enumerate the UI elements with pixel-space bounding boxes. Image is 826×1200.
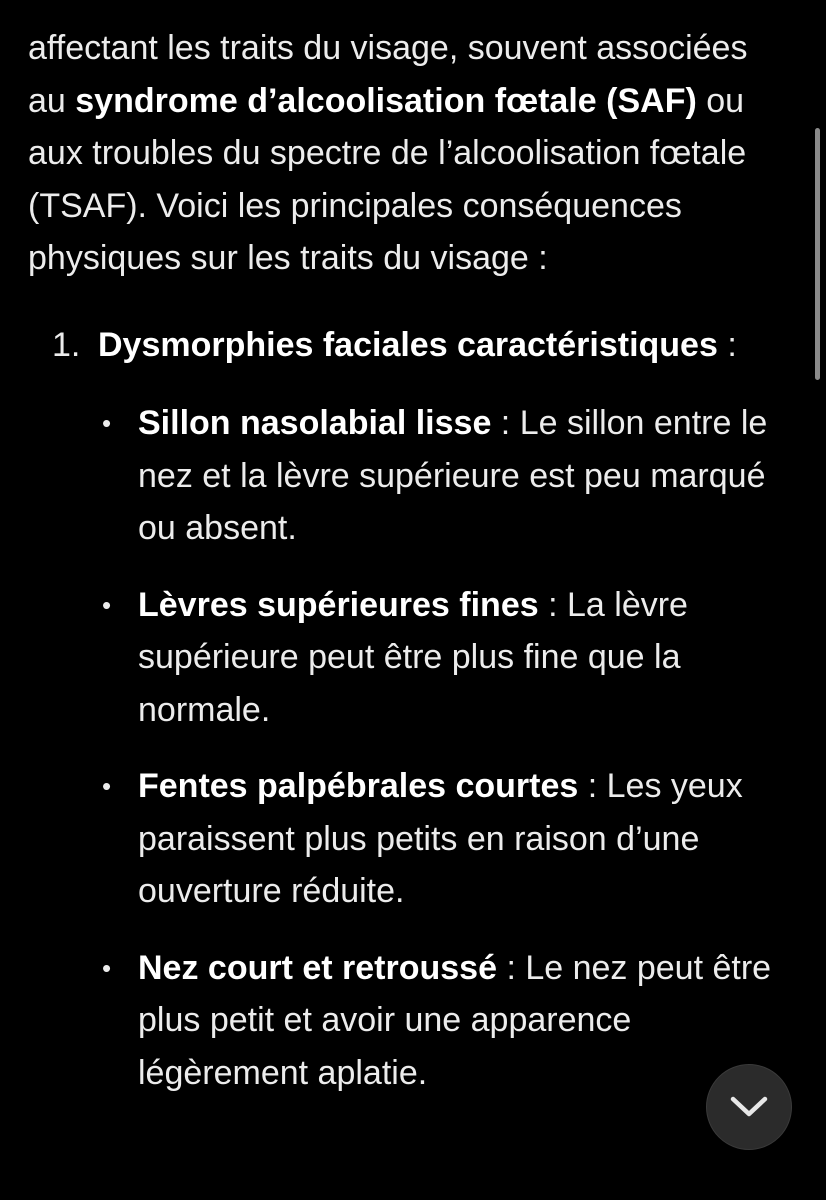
section-title-suffix: : bbox=[717, 325, 737, 364]
item-description: : Les yeux paraissent plus petits en raison d’une ouverture réduite. bbox=[138, 767, 743, 910]
bullet-list bbox=[98, 397, 798, 1099]
intro-text-part1: affectant les traits du visage, souvent associées au bbox=[28, 29, 748, 120]
intro-text-part2: ou aux troubles du spectre de l’alcoolisation fœtale (TSAF). Voici les principales conséquences physiques sur les traits du visage : bbox=[28, 81, 747, 277]
section-title: Dysmorphies faciales caractéristiques bbox=[98, 325, 718, 364]
item-term: Lèvres supérieures fines bbox=[138, 585, 539, 624]
bullet-marker: • bbox=[102, 952, 112, 983]
intro-bold-term: syndrome d’alcoolisation fœtale (SAF) bbox=[75, 81, 697, 120]
list-number: 1. bbox=[52, 325, 81, 364]
list-item-dysmorphies bbox=[28, 319, 798, 1100]
numbered-list bbox=[28, 319, 798, 1100]
item-term: Nez court et retroussé bbox=[138, 948, 497, 987]
list-item bbox=[98, 397, 800, 555]
item-term: Sillon nasolabial lisse bbox=[138, 404, 492, 442]
item-description: : Le sillon entre le nez et la lèvre supérieure est peu marqué ou absent. bbox=[138, 404, 768, 547]
list-item bbox=[98, 942, 800, 1100]
bullet-marker: • bbox=[102, 589, 112, 620]
scroll-to-bottom-button[interactable] bbox=[706, 1064, 792, 1150]
item-description: : La lèvre supérieure peut être plus fine que la normale. bbox=[138, 585, 688, 729]
list-item bbox=[98, 760, 800, 918]
bullet-marker: • bbox=[102, 408, 112, 438]
scrollbar[interactable] bbox=[815, 128, 820, 380]
bullet-marker: • bbox=[102, 771, 112, 801]
list-item bbox=[98, 579, 800, 737]
intro-paragraph bbox=[28, 22, 788, 285]
item-description: : Le nez peut être plus petit et avoir une apparence légèrement aplatie. bbox=[138, 948, 772, 1092]
chevron-down-icon bbox=[729, 1095, 769, 1119]
assistant-message bbox=[28, 22, 798, 1123]
item-term: Fentes palpébrales courtes bbox=[138, 767, 579, 805]
